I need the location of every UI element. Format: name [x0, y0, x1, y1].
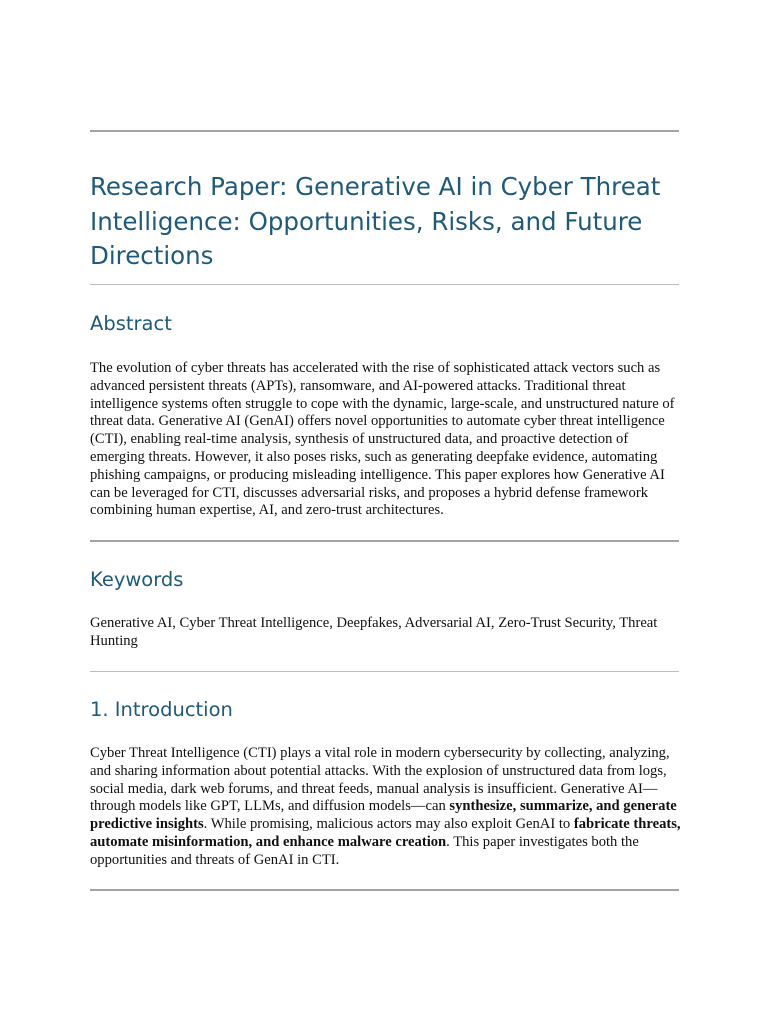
- keywords-divider: [90, 671, 679, 672]
- title-divider: [90, 284, 679, 285]
- top-divider: [90, 130, 679, 132]
- introduction-divider: [90, 889, 679, 891]
- introduction-text-part-3: . This paper investigates both the opportunities and threats of GenAI in CTI.: [90, 833, 639, 868]
- introduction-heading: 1. Introduction: [90, 698, 233, 721]
- introduction-text-part-1: Cyber Threat Intelligence (CTI) plays a vital role in modern cybersecurity by collecting, analyzing, and sharing information about potential attacks. With the explosion of unstructured data from logs, social media, dark web forums, and threat feeds, manual analysis is insufficient. Generative AI—through models like GPT, LLMs, and diffusion models—can: [90, 745, 670, 815]
- introduction-bold-threats: fabricate threats, automate misinformation, and enhance malware creation: [90, 816, 681, 850]
- introduction-text: [90, 745, 682, 870]
- abstract-text: The evolution of cyber threats has accelerated with the rise of sophisticated attack vectors such as advanced persistent threats (APTs), ransomware, and AI-powered attacks. Traditional threat intelligence systems often struggle to cope with the dynamic, large-scale, and unstructured nature of threat data. Generative AI (GenAI) offers novel opportunities to automate cyber threat intelligence (CTI), enabling real-time analysis, synthesis of unstructured data, and proactive detection of emerging threats. However, it also poses risks, such as generating deepfake evidence, automating phishing campaigns, or producing misleading intelligence. This paper explores how Generative AI can be leveraged for CTI, discusses adversarial risks, and proposes a hybrid defense framework combining human expertise, AI, and zero-trust architectures.: [90, 360, 675, 519]
- abstract-heading: Abstract: [90, 312, 172, 335]
- keywords-text: Generative AI, Cyber Threat Intelligence, Deepfakes, Adversarial AI, Zero-Trust Security, Threat Hunting: [90, 615, 658, 649]
- paper-title: Research Paper: Generative AI in Cyber Threat Intelligence: Opportunities, Risks, and Future Directions: [90, 172, 661, 270]
- introduction-bold-insights: synthesize, summarize, and generate predictive insights: [90, 798, 677, 833]
- keywords-heading: Keywords: [90, 568, 184, 591]
- introduction-text-part-2: . While promising, malicious actors may also exploit GenAI to: [203, 816, 574, 833]
- abstract-divider: [90, 540, 679, 542]
